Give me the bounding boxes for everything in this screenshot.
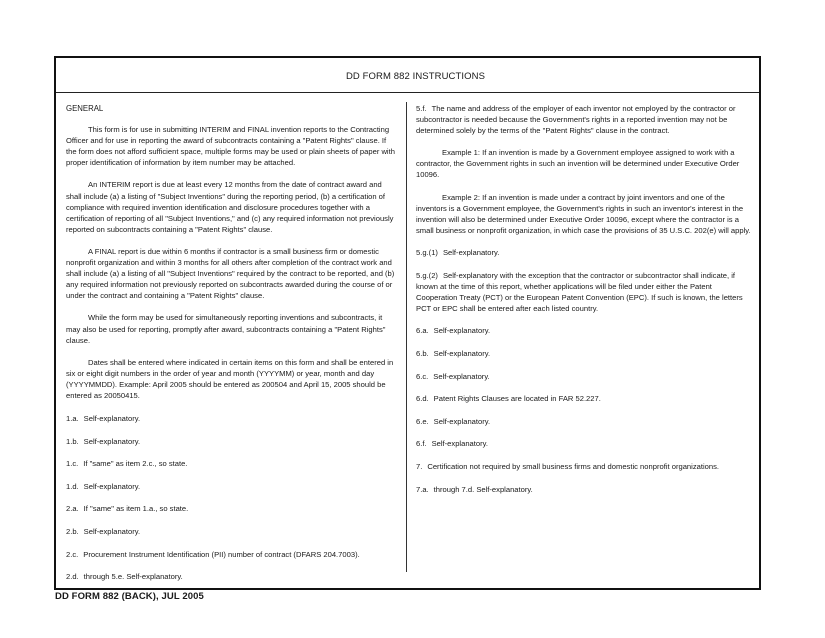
- item-text: through 7.d. Self-explanatory.: [433, 484, 533, 494]
- item-number: 6.f.: [416, 439, 427, 449]
- instruction-item: [416, 484, 752, 495]
- item-number: 6.c.: [416, 371, 429, 381]
- instruction-item: [66, 458, 398, 469]
- paragraph-final-report: A FINAL report is due within 6 months if contractor is a small business firm or domestic nonprofit organization and within 3 months for all others after completion of the contract work and shall include (a) a listing of all "Subject Inventions" required by the contract to be reported, and (b) any required information not previously reported on subcontracts awarded during the course of or under the contract and containing a "Patent Rights" clause.: [66, 246, 395, 301]
- item-text: Self-explanatory.: [433, 349, 491, 358]
- instruction-item: [66, 571, 398, 582]
- paragraph-interim-report: An INTERIM report is due at least every 12 months from the date of contract award and shall include (a) a listing of "Subject Inventions" during the reporting period, (b) a certification of compliance with required invention identification and disclosure procedures together with a certification of reporting of all "Subject Inventions," and (c) any required information not previously reported on subcontracts containing a "Patent Rights" clause.: [66, 180, 394, 234]
- item-number: 7.: [416, 461, 423, 471]
- item-number: 6.a.: [416, 326, 429, 336]
- item-text: Self-explanatory.: [83, 481, 141, 491]
- item-text: through 5.e. Self-explanatory.: [83, 572, 183, 582]
- item-number: 1.b.: [66, 436, 79, 446]
- instruction-item: [416, 393, 752, 404]
- item-text: Self-explanatory.: [83, 527, 141, 537]
- right-column: [416, 103, 752, 506]
- instruction-item: [66, 436, 398, 447]
- instruction-item-5f: [416, 103, 752, 136]
- paragraph-subcontracts: While the form may be used for simultaneously reporting inventions and subcontracts, it may also be used for reporting, promptly after award, subcontracts containing a "Patent Rights" clause.: [66, 313, 386, 345]
- column-divider: [406, 102, 407, 572]
- instruction-item: [66, 526, 398, 537]
- instruction-item: [416, 247, 752, 258]
- instruction-item: [416, 270, 752, 314]
- item-text: Patent Rights Clauses are located in FAR 52.227.: [433, 394, 601, 404]
- item-text: Self-explanatory.: [83, 414, 141, 424]
- item-text: Self-explanatory.: [433, 371, 490, 381]
- item-text: The name and address of the employer of each inventor not employed by the contractor or subcontractor is needed because the Government's rights in a reported invention may not be determined solely by the terms of the "Patent Rights" clause in the contract.: [416, 104, 736, 136]
- item-number: 6.d.: [416, 394, 429, 404]
- form-header: [56, 58, 759, 93]
- item-number: 7.a.: [416, 484, 429, 494]
- item-text: If "same" as item 2.c., so state.: [83, 459, 188, 469]
- item-text: Self-explanatory.: [431, 439, 488, 449]
- instruction-item: [66, 549, 398, 560]
- instruction-item: [416, 371, 752, 382]
- item-text: Procurement Instrument Identification (PII) number of contract (DFARS 204.7003).: [83, 549, 360, 559]
- example-2: Example 2: If an invention is made under a contract by joint inventors and one of the inventors is a Government employee, the Government's rights in such an inventor's interest in the invention will also be determined under Executive Order 10096, except where the contractor is a small business or nonprofit organization, in which case the provisions of 35 U.S.C. 202(e) will apply.: [416, 192, 751, 235]
- item-number: 5.f.: [416, 104, 427, 113]
- item-number: 1.c.: [66, 459, 79, 469]
- instruction-item: [66, 413, 398, 424]
- instruction-item: [416, 416, 752, 427]
- instruction-item: [416, 348, 752, 359]
- item-number: 6.e.: [416, 416, 429, 426]
- item-text: Self-explanatory.: [433, 326, 491, 336]
- item-number: 2.d.: [66, 572, 79, 582]
- instruction-item: [416, 438, 752, 449]
- item-text: Self-explanatory.: [442, 247, 500, 257]
- instruction-item: [416, 461, 752, 472]
- item-number: 6.b.: [416, 349, 429, 358]
- item-number: 2.b.: [66, 527, 79, 537]
- section-heading-general: GENERAL: [66, 104, 104, 113]
- item-number: 1.d.: [66, 481, 79, 491]
- form-footer: DD FORM 882 (BACK), JUL 2005: [55, 591, 204, 602]
- instruction-item: [416, 325, 752, 336]
- item-number: 2.c.: [66, 549, 79, 559]
- paragraph-dates: Dates shall be entered where indicated in certain items on this form and shall be entered in six or eight digit numbers in the order of year and month (YYYYMM) or year, month and day (YYYYMMDD). Example: April 2005 should be entered as 200504 and April 15, 2005 should be entered as 20050415.: [66, 357, 394, 400]
- item-text: Self-explanatory.: [83, 436, 141, 446]
- form-frame: [54, 56, 761, 590]
- left-column: [66, 103, 398, 594]
- form-title: DD FORM 882 INSTRUCTIONS: [345, 70, 486, 82]
- item-number: 2.a.: [66, 504, 79, 514]
- item-text: Self-explanatory with the exception that the contractor or subcontractor shall indicate, if known at the time of this report, whether applications will be filed under either the Patent Cooperation Treaty (PCT) or the European Patent Convention (EPC). If such is known, the letters PCT or EPC shall be entered after each listed country.: [416, 270, 743, 313]
- instruction-item: [66, 481, 398, 492]
- item-text: Certification not required by small business firms and domestic nonprofit organizations.: [427, 461, 719, 471]
- item-text: Self-explanatory.: [433, 416, 491, 426]
- item-number: 1.a.: [66, 414, 79, 424]
- item-number: 5.g.(1): [416, 247, 438, 257]
- instruction-item: [66, 503, 398, 514]
- example-1: Example 1: If an invention is made by a Government employee assigned to work with a contractor, the Government rights in such an invention will be determined under Executive Order 10096.: [416, 148, 740, 180]
- item-number: 5.g.(2): [416, 270, 438, 280]
- paragraph-purpose: This form is for use in submitting INTERIM and FINAL invention reports to the Contracting Officer and for use in reporting the award of subcontracts containing a "Patent Rights" clause. If the form does not afford sufficient space, multiple forms may be used or plain sheets of paper with proper identification of information by item number may be attached.: [66, 125, 395, 168]
- item-text: If "same" as item 1.a., so state.: [83, 504, 189, 514]
